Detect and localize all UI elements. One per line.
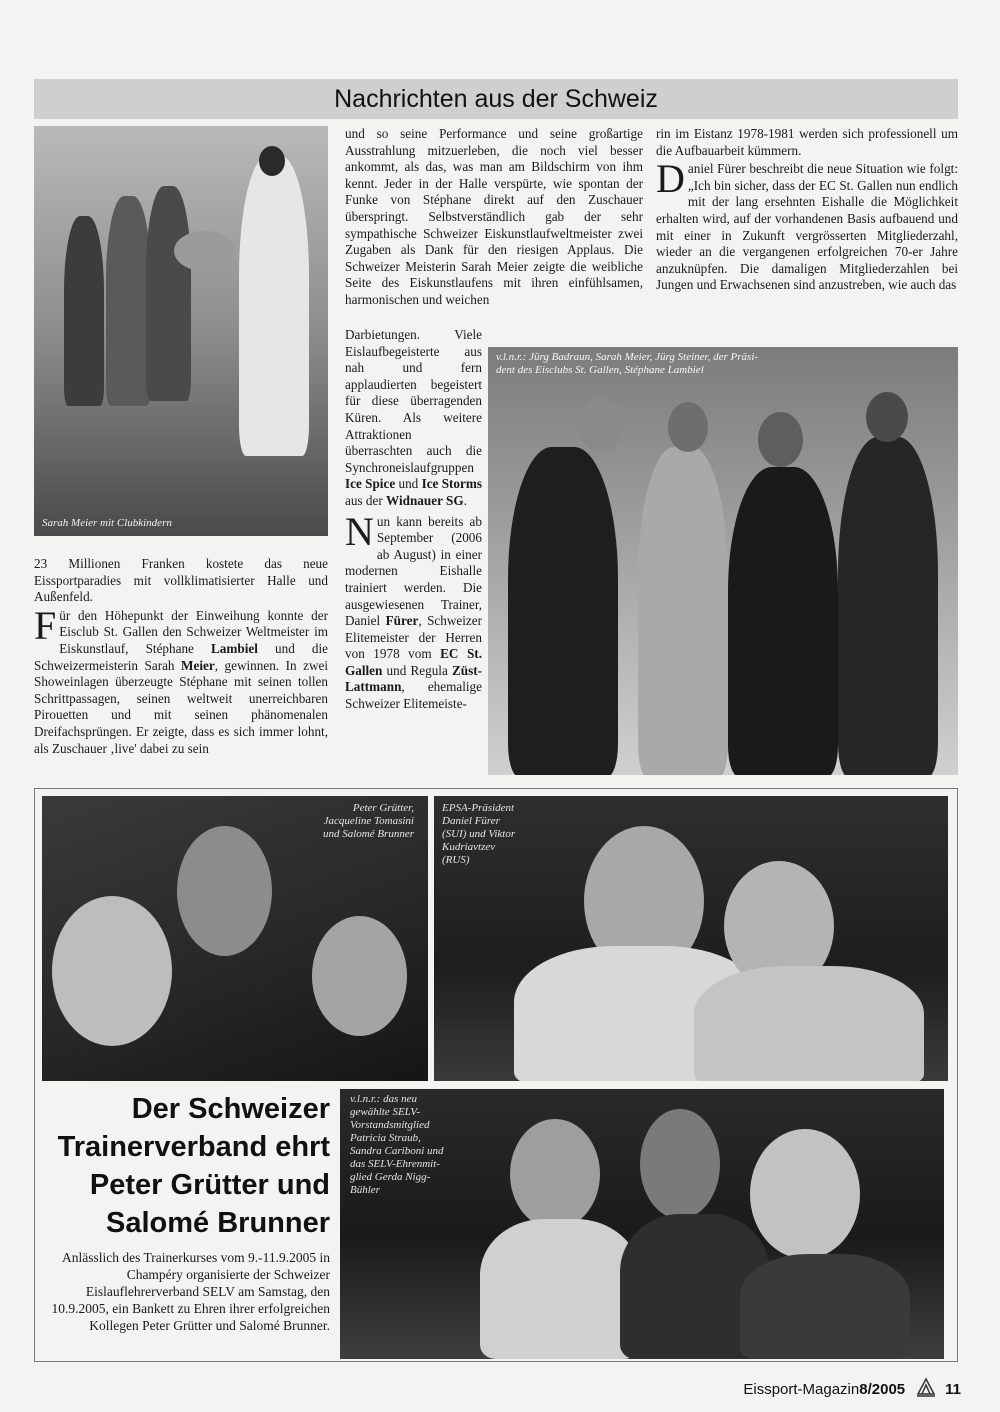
- photo-figure: [728, 467, 838, 775]
- photo-head: [177, 826, 272, 956]
- photo-caption: v.l.n.r.: Jürg Badraun, Sarah Meier, Jürg Steiner, der Präsi- dent des Eisclubs St. Gallen, Stéphane Lambiel: [496, 351, 759, 376]
- magazine-logo-icon: [915, 1376, 937, 1402]
- photo-head: [259, 146, 285, 176]
- paragraph: und so seine Performance und seine großartige Ausstrahlung mitzuerleben, die noch viel besser ankommt, als das, was man am Bildschirm von ihm kennt. Jeder in der Halle verspürte, wie spontan der Funke von Stéphane direkt auf den Zuschauer überspringt. Selbstverständlich gab der sehr sympathische Schweizer Eiskunstlaufweltmeister zwei Zugaben als Dank für den riesigen Applaus. Die Schweizer Meisterin Sarah Meier zeigte die weibliche Seite des Eiskunstlaufens mit ihren einfühlsamen, harmonischen und weichen: [345, 126, 643, 307]
- photo-figure: [480, 1219, 640, 1359]
- photo-caption: Sarah Meier mit Clubkindern: [42, 517, 172, 529]
- photo-figure: [508, 447, 618, 775]
- photo-figure: [838, 437, 938, 775]
- photo-head: [640, 1109, 720, 1219]
- headline-line: Peter Grütter und: [89, 1169, 330, 1201]
- photo-head: [866, 392, 908, 442]
- photo-figure: [740, 1254, 910, 1359]
- article-column-3: [656, 126, 958, 294]
- photo-straub-cariboni-nigg-buehler: [340, 1089, 944, 1359]
- photo-gruetter-tomasini-brunner: [42, 796, 428, 1081]
- page-number: 11: [945, 1380, 961, 1398]
- photo-group-lambiel: [488, 347, 958, 775]
- paragraph: 23 Millionen Franken kostete das neue Eissportparadies mit vollklimatisierter Halle und Außenfeld.: [34, 556, 328, 605]
- headline-line: Salomé Brunner: [106, 1207, 330, 1239]
- article-headline: [42, 1090, 330, 1242]
- article-column-2-narrow: [345, 327, 482, 713]
- photo-figure: [638, 447, 728, 775]
- photo-head: [750, 1129, 860, 1259]
- headline-line: Trainerverband ehrt: [57, 1131, 330, 1163]
- paragraph: Für den Höhepunkt der Einweihung konnte der Eisclub St. Gallen den Schweizer Weltmeister im Eiskunstlauf, Stéphane Lambiel und die Schweizermeisterin Sarah Meier, gewinnen. In zwei Showeinlagen überzeugte Stéphane mit seinen tollen Schrittpassagen, seinen weltweit unerreichbaren Pirouetten und mit seinen phänomenalen Dreifachsprüngen. Er zeigte, dass es sich immer lohnt, als Zuschauer ‚live' dabei zu sein: [34, 602, 328, 756]
- photo-figure: [64, 216, 104, 406]
- photo-head: [758, 412, 803, 467]
- photo-figure: [694, 966, 924, 1081]
- headline-line: Der Schweizer: [131, 1093, 330, 1125]
- photo-caption: Peter Grütter, Jacqueline Tomasini und Salomé Brunner: [322, 802, 414, 840]
- photo-figure: [146, 186, 191, 401]
- photo-head: [510, 1119, 600, 1229]
- issue-number: 8/2005: [859, 1380, 906, 1398]
- photo-figure: [239, 156, 309, 456]
- photo-head: [312, 916, 407, 1036]
- photo-bouquet: [174, 231, 234, 271]
- photo-caption: v.l.n.r.: das neu gewählte SELV- Vorstandsmitglied Patricia Straub, Sandra Cariboni und das SELV-Ehrenmit- glied Gerda Nigg- Bühler: [350, 1093, 444, 1196]
- drop-cap: N: [345, 508, 374, 554]
- photo-head: [668, 402, 708, 452]
- photo-head: [578, 397, 623, 452]
- drop-cap: F: [34, 602, 57, 648]
- magazine-name: Eissport-Magazin: [743, 1380, 860, 1398]
- page-footer: [716, 1378, 961, 1400]
- article-column-2-top: [345, 126, 643, 309]
- photo-figure: [106, 196, 151, 406]
- paragraph: Darbietungen. Viele Eislaufbegeisterte aus nah und fern applaudierten begeistert für diese überragenden Küren. Als weitere Attraktionen überraschten auch die Synchroneislaufgruppen Ice Spice und Ice Storms aus der Widnauer SG.: [345, 327, 482, 508]
- paragraph: Anlässlich des Trainerkurses vom 9.-11.9.2005 in Champéry organisierte der Schweizer Eislauflehrerverband SELV am Samstag, den 10.9.2005, ein Bankett zu Ehren ihrer erfolgreichen Kollegen Peter Grütter und Salomé Brunner.: [51, 1250, 330, 1333]
- section-title: Nachrichten aus der Schweiz: [334, 84, 658, 113]
- article-column-1: [34, 556, 328, 757]
- paragraph: Nun kann bereits ab September (2006 ab August) in einer modernen Eishalle trainiert werden. Die ausgewiesenen Trainer, Daniel Fürer, Schweizer Elitemeister der Herren von 1978 vom EC St. Gallen und Regula Züst-Lattmann, ehemalige Schweizer Elitemeiste-: [345, 508, 482, 712]
- paragraph: rin im Eistanz 1978-1981 werden sich professionell um die Aufbauarbeit kümmern.: [656, 126, 958, 158]
- article-intro: [42, 1249, 330, 1334]
- section-header: [34, 79, 958, 119]
- paragraph: Daniel Fürer beschreibt die neue Situation wie folgt: „Ich bin sicher, dass der EC St. Gallen nun endlich mit der lang ersehnten Eishalle die Möglichkeit erhalten wird, auf der vorhandenen Basis aufbauend und mit einer in Zukunft vergrösserten Mitgliederzahl, wieder an die vergangenen erfolgreichen 70-er Jahre anzuknüpfen. Die damaligen Mitgliederzahlen bei Jungen und Erwachsenen sind anzustreben, wie auch das: [656, 156, 958, 293]
- photo-head: [52, 896, 172, 1046]
- drop-cap: D: [656, 156, 685, 202]
- photo-caption: EPSA-Präsident Daniel Fürer (SUI) und Viktor Kudriavtzev (RUS): [442, 802, 516, 866]
- photo-fuerer-kudriavtzev: [434, 796, 948, 1081]
- photo-sarah-meier-club-children: [34, 126, 328, 536]
